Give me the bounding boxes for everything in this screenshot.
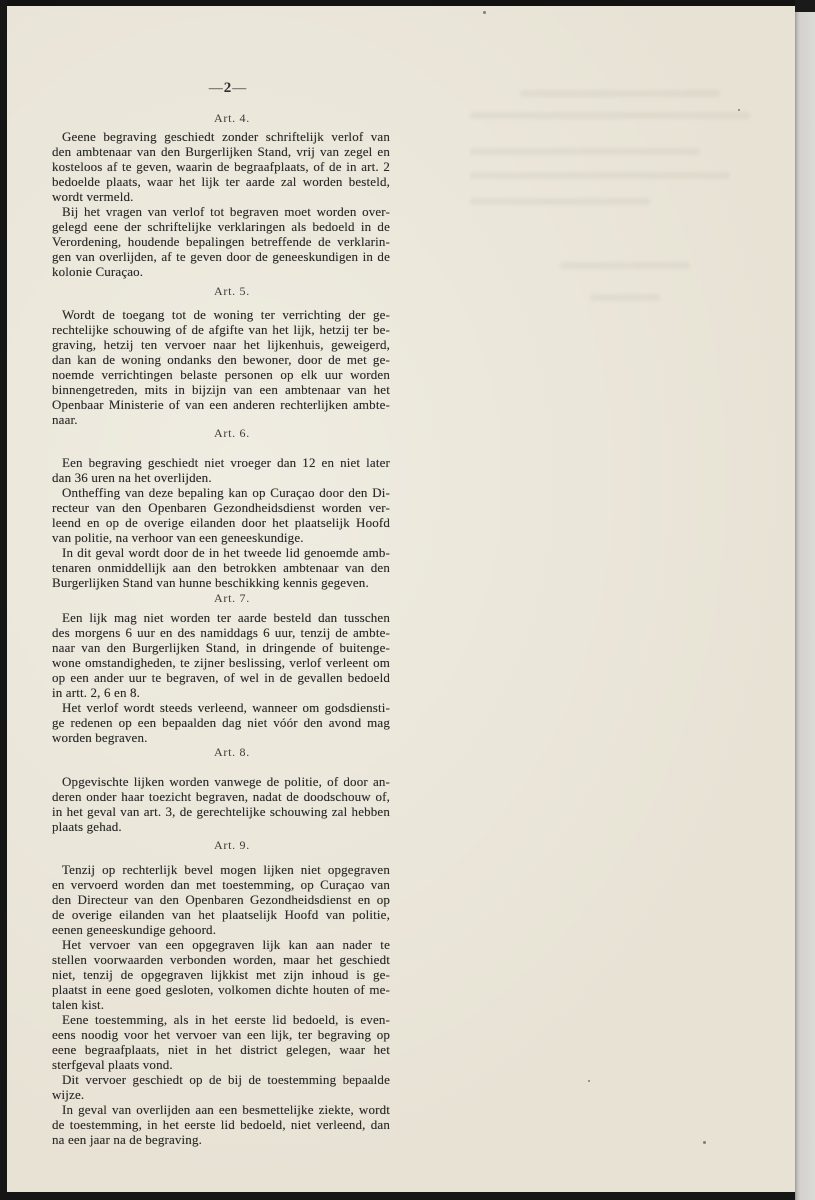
text-line: den Directeur van den Openbaren Gezondheidsdienst en op [52,892,390,907]
text-line: deren onder haar toezicht begraven, nadat de doodschouw of, [52,789,390,804]
text-line: Geene begraving geschiedt zonder schriftelijk verlof van [62,129,390,144]
text-line: gelegd eene der schriftelijke verklaringen als bedoeld in de [52,219,390,234]
text-line: op een ander uur te begraven, of wel in de gevallen bedoeld [52,670,390,685]
text-line: naar van den Burgerlijken Stand, in dringende of buitenge- [52,640,390,655]
text-line: Wordt de toegang tot de woning ter verrichting der ge- [62,307,390,322]
article-heading: Art. 9. [214,838,250,852]
text-line: niet, tenzij de opgegraven lijkkist met zijn inhoud is ge- [52,967,390,982]
text-line: wordt vermeld. [52,189,134,204]
scan-border-top [0,0,815,6]
text-line: binnengetreden, mits in bijzijn van een ambtenaar van het [52,382,390,397]
text-line: wone omstandigheden, te zijner beslissing, verlof verleent om [52,655,390,670]
text-line: leend en op de overige eilanden door het plaatselijk Hoofd [52,515,390,530]
article-heading: Art. 5. [214,284,250,298]
text-line: Dit vervoer geschiedt op de bij de toestemming bepaalde [62,1072,390,1087]
text-line: recteur van den Openbaren Gezondheidsdienst worden ver- [52,500,390,515]
scan-speck [703,1141,706,1144]
text-line: rechtelijke schouwing of de afgifte van het lijk, hetzij ter be- [52,322,390,337]
text-line: eens noodig voor het vervoer van een lijk, ter begraving op [52,1027,390,1042]
next-page-edge [795,0,815,1200]
text-line: noemde verrichtingen belaste personen op elk uur worden [52,367,390,382]
text-line: dan 36 uren na het overlijden. [52,470,212,485]
text-line: Openbaar Ministerie of van een anderen rechterlijken ambte- [52,397,390,412]
article-6 [52,426,412,590]
show-through-mark [470,198,650,205]
text-line: de overige eilanden van het plaatselijk Hoofd van politie, [52,907,390,922]
scan-speck [588,1080,590,1082]
text-line: den ambtenaar van den Burgerlijken Stand, vrij van zegel en [52,144,390,159]
page-number-dash-left: — [208,81,224,96]
article-8 [52,745,412,834]
text-line: plaats gehad. [52,819,122,834]
text-line: Tenzij op rechterlijk bevel mogen lijken niet opgegraven [62,862,390,877]
show-through-mark [520,90,720,97]
text-line: graving, hetzij ten vervoer naar het lijkenhuis, geweigerd, [52,337,390,352]
article-body [52,129,390,279]
show-through-mark [560,262,690,269]
article-body [52,455,390,590]
text-line: Het vervoer van een opgegraven lijk kan aan nader te [62,937,390,952]
article-heading: Art. 6. [214,426,250,440]
scan-speck [483,11,486,14]
text-line: kolonie Curaçao. [52,264,144,279]
show-through-mark [470,112,750,119]
scan-speck [738,109,740,111]
text-line: talen kist. [52,997,105,1012]
text-line: eenen geneeskundige gehoord. [52,922,217,937]
text-line: plaatst in eene goed gesloten, volkomen dichte houten of me- [52,982,390,997]
article-5 [52,284,412,427]
text-line: kosteloos af te geven, waarin de begraafplaats, of de in art. 2 [52,159,390,174]
article-heading: Art. 8. [214,745,250,759]
text-line: Burgerlijken Stand van hunne beschikking kennis gegeven. [52,575,369,590]
show-through-mark [590,294,660,301]
text-line: In geval van overlijden aan een besmettelijke ziekte, wordt [62,1102,390,1117]
text-line: Bij het vragen van verlof tot begraven moet worden over- [62,204,390,219]
article-body [52,307,390,427]
text-line: in het geval van art. 3, de gerechtelijke schouwing zal hebben [52,804,390,819]
page-number-value: 2 [223,80,233,96]
text-line: naar. [52,412,78,427]
text-line: Het verlof wordt steeds verleend, wanneer om godsdiensti- [62,700,390,715]
scan-border-top-right [795,0,815,12]
article-body [52,610,390,745]
article-body [52,774,390,834]
text-line: tenaren onmiddellijk aan den betrokken ambtenaar van den [52,560,390,575]
text-line: eene begraafplaats, niet in het district gelegen, waar het [52,1042,390,1057]
article-7 [52,591,412,745]
article-9 [52,838,412,1147]
show-through-mark [470,172,730,179]
text-line: worden begraven. [52,730,148,745]
text-line: Ontheffing van deze bepaling kan op Curaçao door den Di- [62,485,390,500]
text-line: Een lijk mag niet worden ter aarde besteld dan tusschen [62,610,390,625]
article-heading: Art. 7. [214,591,250,605]
text-line: in artt. 2, 6 en 8. [52,685,141,700]
article-heading: Art. 4. [214,111,250,125]
scan-border-left [0,0,7,1200]
text-line: sterfgeval plaats vond. [52,1057,173,1072]
page-number-dash-right: — [232,81,248,96]
text-line: dan kan de woning ondanks den bewoner, door de met ge- [52,352,390,367]
text-line: Eene toestemming, als in het eerste lid bedoeld, is even- [62,1012,390,1027]
text-line: bedoelde plaats, waar het lijk ter aarde zal worden besteld, [52,174,390,189]
show-through-mark [470,148,700,155]
scan-border-bottom [0,1192,815,1200]
article-4 [52,111,412,279]
text-line: stellen voorwaarden verbonden worden, maar het geschiedt [52,952,390,967]
text-line: en vervoerd worden dan met toestemming, op Curaçao van [52,877,390,892]
article-body [52,862,390,1147]
text-line: van politie, na verhoor van een geneeskundige. [52,530,304,545]
text-line: ge redenen op een bepaalden dag niet vóór den avond mag [52,715,390,730]
text-line: des morgens 6 uur en des namiddags 6 uur, tenzij de ambte- [52,625,390,640]
text-line: Een begraving geschiedt niet vroeger dan 12 en niet later [62,455,390,470]
text-line: wijze. [52,1087,85,1102]
text-line: Verordening, houdende bepalingen betreffende de verklarin- [52,234,390,249]
text-line: gen van overlijden, af te geven door de geneeskundigen in de [52,249,390,264]
text-line: de toestemming, in het eerste lid bedoeld, niet verleend, dan [52,1117,390,1132]
text-line: Opgevischte lijken worden vanwege de politie, of door an- [62,774,390,789]
page-number [52,80,404,96]
text-line: na een jaar na de begraving. [52,1132,203,1147]
text-line: In dit geval wordt door de in het tweede lid genoemde amb- [62,545,390,560]
